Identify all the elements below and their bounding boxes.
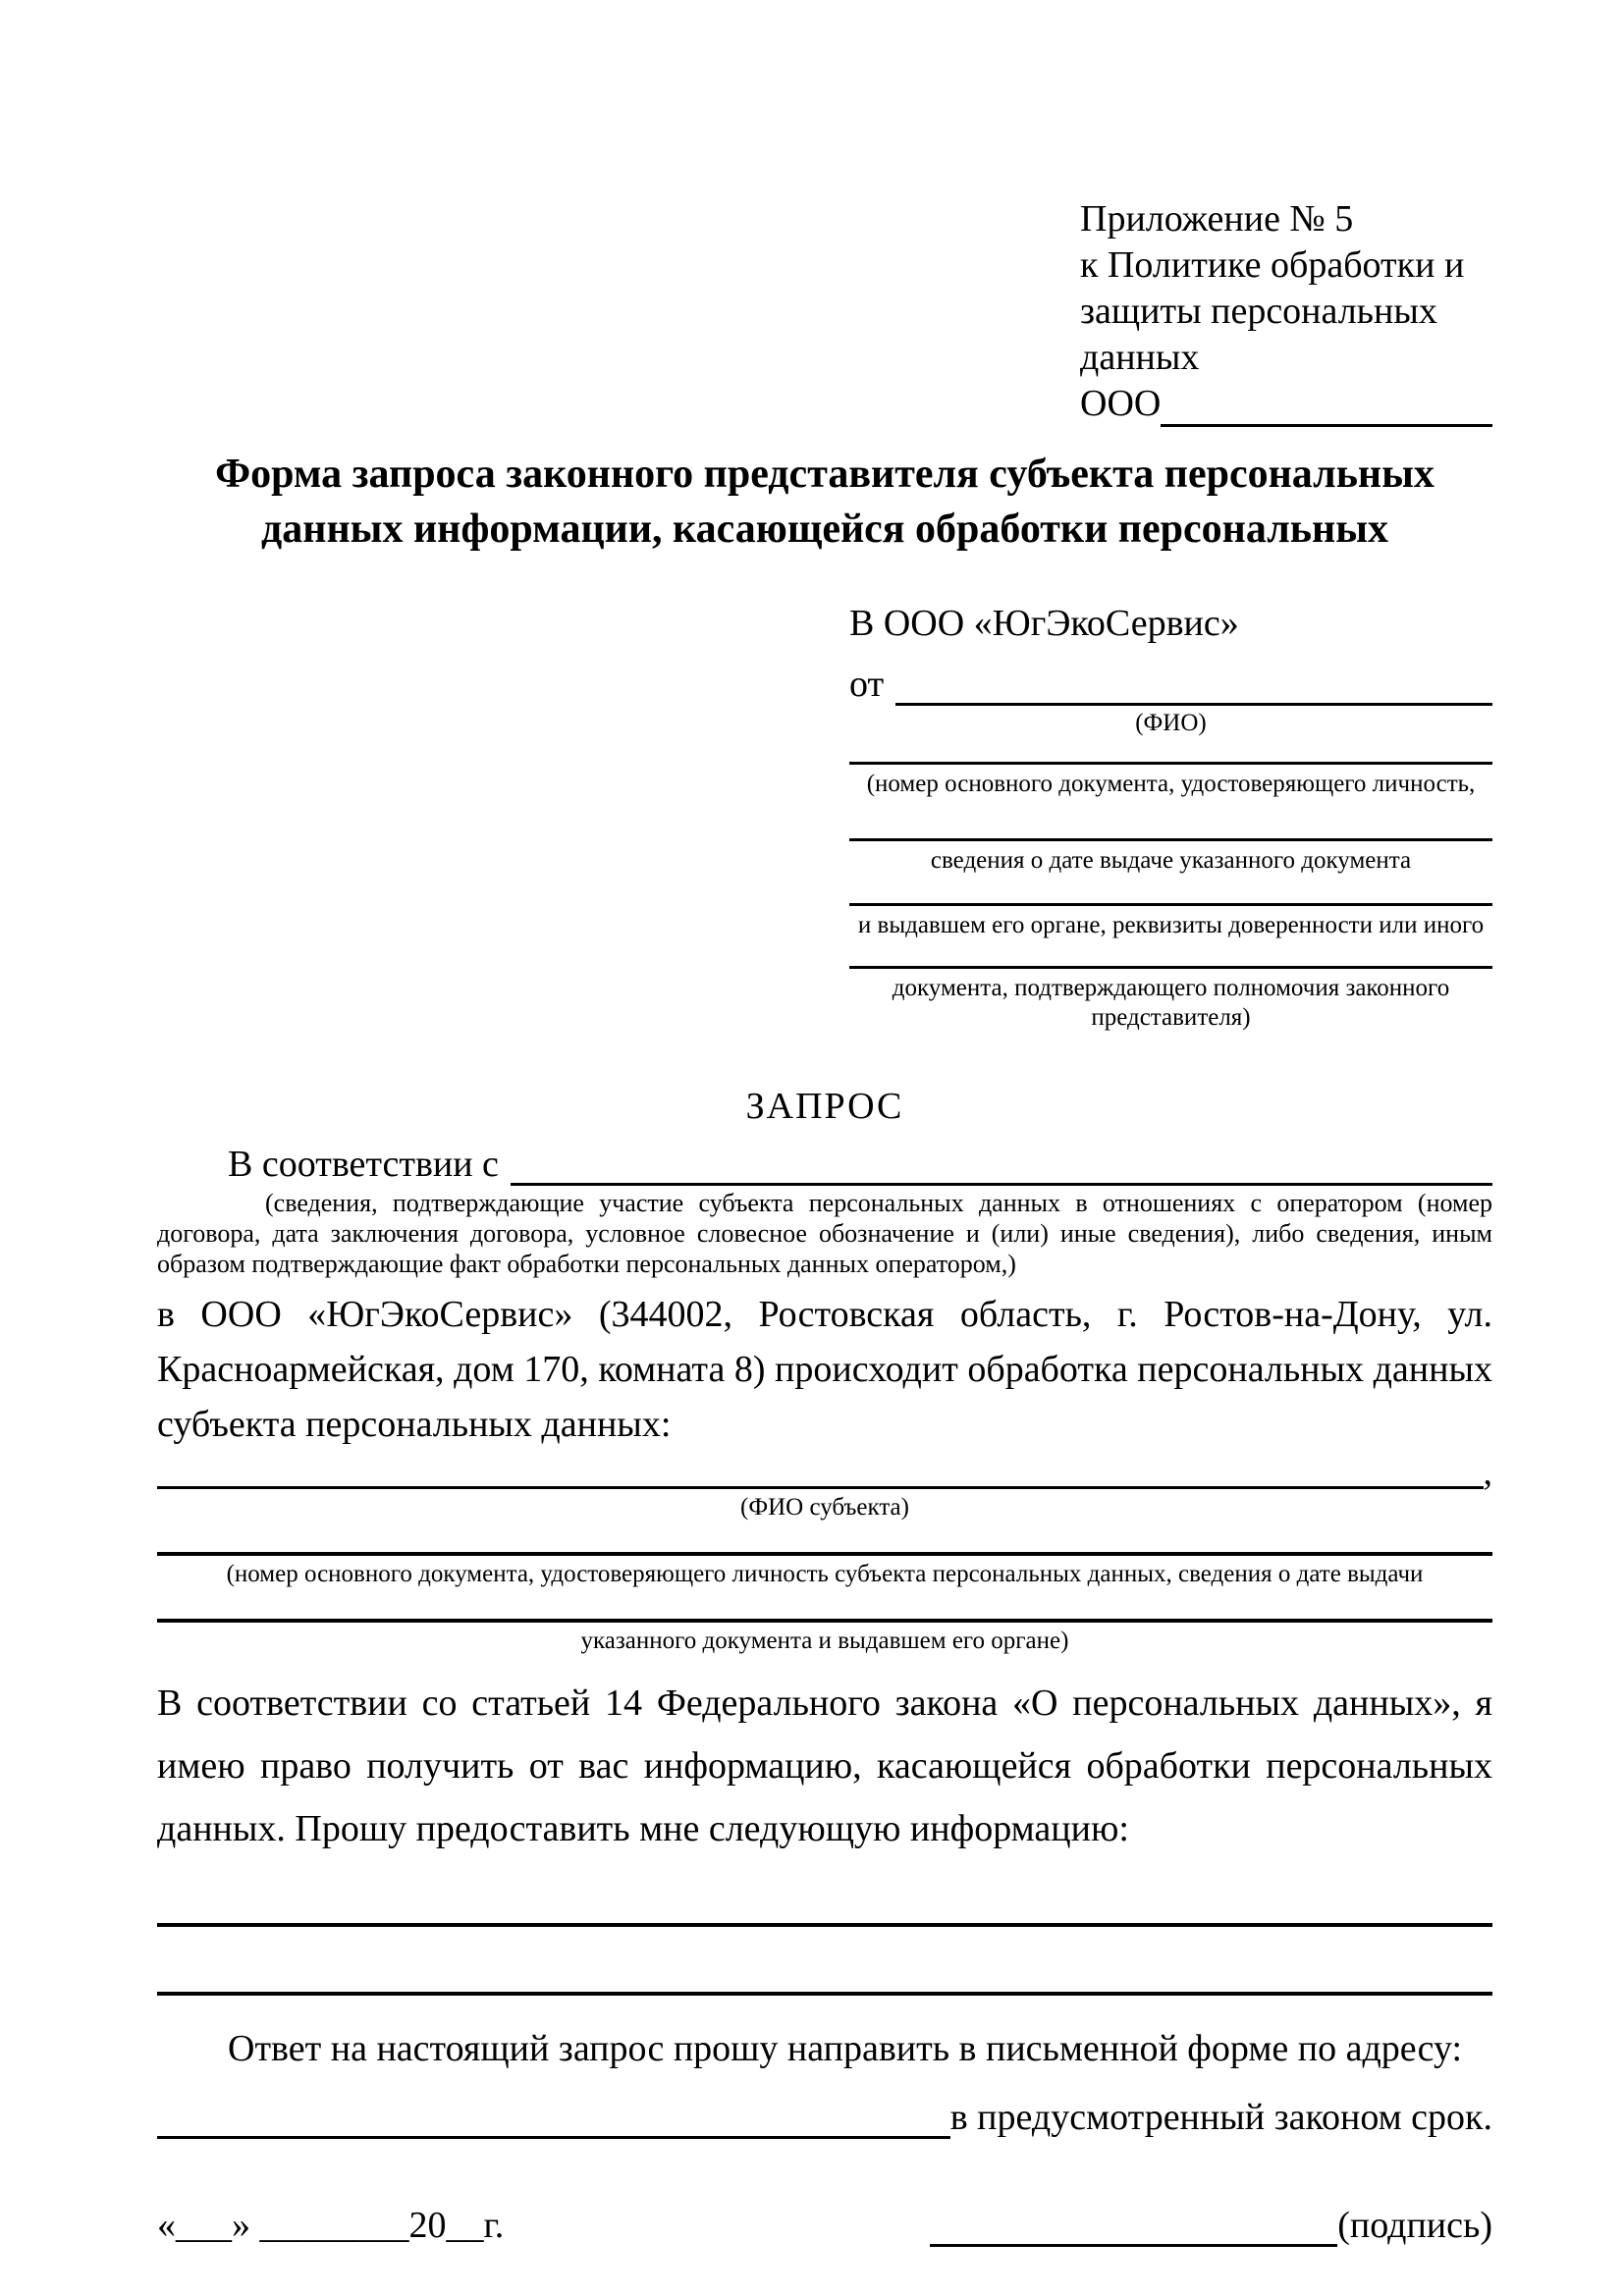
reply-address-blank-line [157, 2126, 950, 2139]
fio-caption: (ФИО) [1135, 710, 1207, 736]
subject-fio-comma: , [1483, 1452, 1492, 1493]
accordance-row [157, 1141, 1492, 1186]
subject-document-caption-2: указанного документа и выдавшем его органе) [580, 1628, 1069, 1654]
document-number-group [849, 762, 1492, 799]
annex-line-1: Приложение № 5 [1080, 198, 1354, 240]
form-title [157, 447, 1492, 557]
accordance-caption: (сведения, подтверждающие участие субъекта персональных данных в отношениях с оператором (номер договора, дата заключения договора, условное словесное обозначение и (или) иные сведения), либо сведения, иным образом подтверждающие факт обработки персональных данных оператором,) [157, 1189, 1492, 1278]
subject-document-blank-line-2 [157, 1619, 1492, 1623]
annex-line-3: защиты персональных данных [1080, 291, 1437, 378]
authority-document-caption: документа, подтверждающего полномочия законного представителя) [892, 975, 1450, 1031]
issue-date-caption: сведения о дате выдаче указанного документа [930, 847, 1412, 874]
information-blank-line-1 [157, 1923, 1492, 1927]
addressee-to: В ООО «ЮгЭкоСервис» [849, 603, 1239, 644]
issuing-authority-caption: и выдавшем его органе, реквизиты доверенности или иного [857, 912, 1485, 938]
issuing-authority-group [849, 903, 1492, 940]
addressee-block [849, 602, 1492, 1033]
reply-paragraph: Ответ на настоящий запрос прошу направить в письменной форме по адресу: [228, 2028, 1463, 2069]
accordance-lead: В соответствии с [228, 1144, 499, 1185]
annex-block [1080, 196, 1492, 427]
reply-address-row [157, 2090, 1492, 2139]
information-blank-line-2 [157, 1992, 1492, 1996]
company-name-blank-line [1161, 389, 1492, 427]
accordance-blank-line [511, 1173, 1492, 1186]
form-title-line-1: Форма запроса законного представителя субъекта персональных [215, 452, 1435, 497]
form-title-line-2: данных информации, касающейся обработки персональных [261, 507, 1388, 552]
annex-company-row [1080, 381, 1492, 427]
from-label: от [849, 664, 885, 705]
from-name-blank-line [895, 693, 1492, 706]
annex-line-2: к Политике обработки и [1080, 244, 1465, 286]
subject-fio-blank-line [157, 1476, 1484, 1489]
signature-caption: (подпись) [1337, 2205, 1492, 2246]
subject-document-caption-1: (номер основного документа, удостоверяющего личность субъекта персональных данных, сведения о дате выдачи [226, 1561, 1424, 1587]
issue-date-group [849, 838, 1492, 876]
date-blank: «___» ________20__г. [157, 2205, 505, 2246]
request-heading: ЗАПРОС [745, 1086, 904, 1127]
subject-fio-caption: (ФИО субъекта) [740, 1494, 909, 1521]
signature-area [930, 2204, 1492, 2247]
body-paragraph-2: В соответствии со статьей 14 Федерального закона «О персональных данных», я имею право получить от вас информацию, касающейся обработки персональных данных. Прошу предоставить мне следующую информацию: [157, 1682, 1492, 1849]
annex-ooo-label: ООО [1080, 383, 1162, 424]
footer-row [157, 2204, 1492, 2247]
signature-blank-line [930, 2234, 1337, 2247]
document-number-caption: (номер основного документа, удостоверяющего личность, [866, 771, 1476, 797]
subject-document-blank-line-1 [157, 1552, 1492, 1556]
body-paragraph-1: в ООО «ЮгЭкоСервис» (344002, Ростовская область, г. Ростов-на-Дону, ул. Красноармейская, дом 170, комната 8) происходит обработка персональных данных субъекта персональных данных: [157, 1294, 1492, 1445]
authority-document-group [849, 966, 1492, 1033]
subject-fio-row [157, 1452, 1492, 1493]
reply-suffix: в предусмотренный законом срок. [949, 2097, 1492, 2138]
from-row [849, 661, 1492, 706]
